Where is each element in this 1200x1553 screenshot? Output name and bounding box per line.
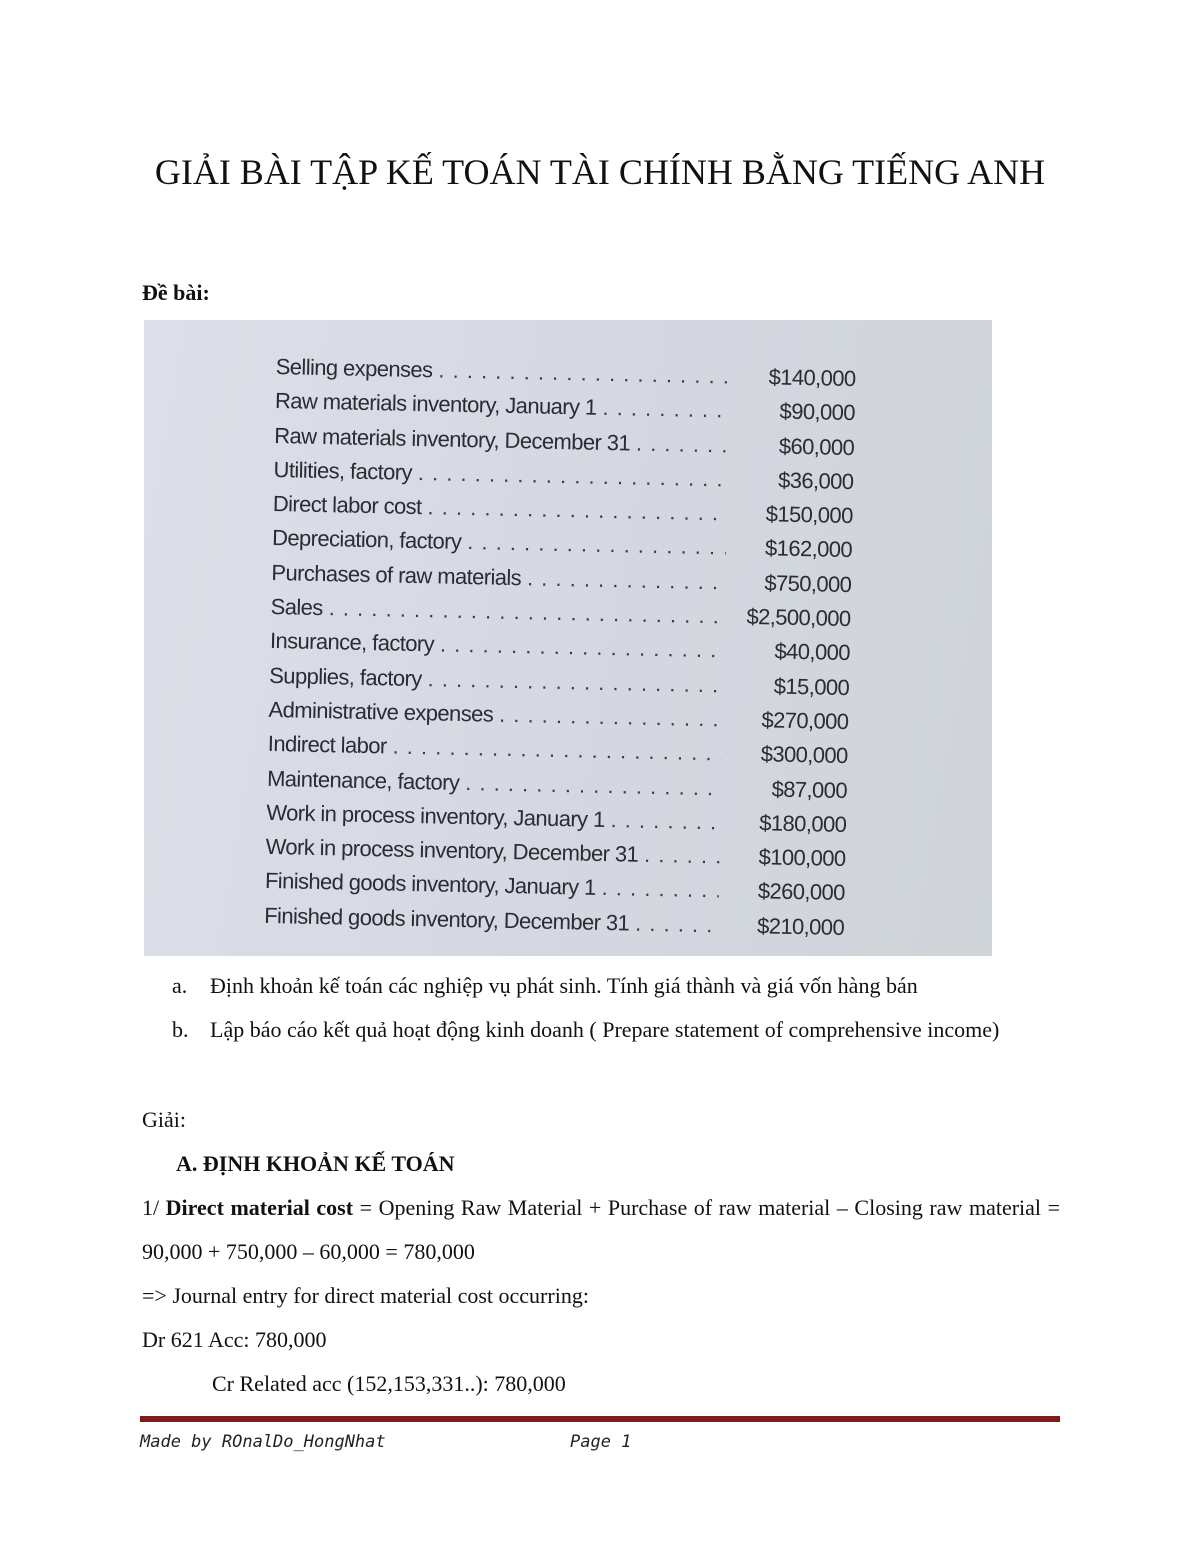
data-row-label: Depreciation, factory (271, 525, 462, 555)
credit-entry: Cr Related acc (152,153,331..): 780,000 (212, 1371, 566, 1396)
data-row-label: Sales (270, 594, 324, 621)
dot-leader (636, 430, 729, 458)
task-item (172, 1008, 1060, 1052)
data-row-value: $87,000 (771, 776, 848, 803)
data-row-label: Raw materials inventory, December 31 (274, 422, 631, 456)
dot-leader (601, 875, 719, 903)
footer-page-number: Page 1 (570, 1432, 632, 1452)
footer-author: Made by ROnalDo_HongNhat (140, 1432, 386, 1452)
data-row-value: $15,000 (773, 673, 850, 700)
data-row-label: Administrative expenses (268, 696, 494, 727)
data-row-label: Supplies, factory (269, 662, 422, 691)
data-row-label: Finished goods inventory, January 1 (264, 868, 596, 901)
data-row-label: Utilities, factory (273, 456, 413, 485)
direct-material-term: Direct material cost (165, 1195, 354, 1220)
data-row-value: $60,000 (778, 433, 855, 460)
data-row-label: Selling expenses (275, 354, 433, 383)
dot-leader (392, 734, 722, 767)
data-row-label: Direct labor cost (272, 491, 422, 520)
task-list (172, 964, 1060, 1052)
dot-leader (635, 910, 718, 938)
task-marker: b. (172, 1017, 189, 1042)
dot-leader (467, 530, 726, 561)
paragraph-prefix: 1/ (142, 1195, 166, 1220)
data-row-value: $162,000 (764, 535, 853, 563)
journal-entry-intro: => Journal entry for direct material cost occurring: (142, 1283, 589, 1308)
dot-leader (644, 842, 720, 870)
data-row-value: $210,000 (756, 912, 845, 940)
data-row-value: $140,000 (768, 364, 856, 392)
task-marker: a. (172, 973, 188, 998)
dot-leader (499, 702, 723, 733)
data-row-value: $750,000 (764, 570, 852, 597)
problem-data-list (264, 354, 856, 949)
dot-leader (527, 565, 726, 595)
data-row-value: $260,000 (757, 878, 846, 906)
data-row-value: $150,000 (765, 501, 853, 529)
debit-entry: Dr 621 Acc: 780,000 (142, 1327, 327, 1352)
section-a-heading: A. ĐỊNH KHOẢN KẾ TOÁN (176, 1151, 455, 1176)
dot-leader (427, 494, 727, 526)
data-row-label: Purchases of raw materials (271, 559, 522, 590)
data-row-value: $90,000 (779, 398, 856, 426)
footer-divider (140, 1416, 1060, 1422)
data-row-value: $36,000 (777, 467, 854, 495)
data-row-label: Work in process inventory, January 1 (266, 799, 605, 832)
task-item (172, 964, 1060, 1008)
direct-material-paragraph (142, 1186, 1060, 1274)
dot-leader (602, 395, 729, 424)
data-row-label: Indirect labor (267, 731, 387, 759)
problem-data-photo (144, 320, 992, 956)
task-text: Định khoản kế toán các nghiệp vụ phát sinh. Tính giá thành và giá vốn hàng bán (210, 973, 918, 998)
data-row-value: $100,000 (758, 844, 846, 872)
data-row-label: Maintenance, factory (266, 765, 460, 795)
dot-leader (418, 460, 728, 492)
data-row-label: Work in process inventory, December 31 (265, 834, 639, 867)
data-row-value: $270,000 (761, 707, 849, 735)
dot-leader (438, 357, 730, 389)
dot-leader (465, 770, 721, 801)
dot-leader (440, 632, 724, 664)
data-row-label: Raw materials inventory, January 1 (274, 388, 597, 421)
task-text: Lập báo cáo kết quả hoạt động kinh doanh ( Prepare statement of comprehensive income) (210, 1017, 1000, 1042)
data-row-label: Finished goods inventory, December 31 (263, 902, 630, 936)
dot-leader (427, 666, 723, 698)
solution-heading: Giải: (142, 1107, 186, 1132)
dot-leader (610, 807, 720, 835)
data-row-value: $180,000 (759, 810, 847, 837)
data-row-value: $300,000 (760, 741, 848, 769)
document-title: GIẢI BÀI TẬP KẾ TOÁN TÀI CHÍNH BẰNG TIẾNG ANH (154, 152, 1046, 192)
data-row-label: Insurance, factory (269, 628, 435, 657)
data-row-value: $2,500,000 (746, 603, 851, 632)
problem-heading: Đề bài: (142, 280, 210, 305)
data-row-value: $40,000 (774, 638, 851, 666)
direct-material-formula: = Opening Raw Material + Purchase of raw material – Closing raw material = 90,000 + 750,000 – 60,000 = 780,000 (142, 1195, 1060, 1264)
